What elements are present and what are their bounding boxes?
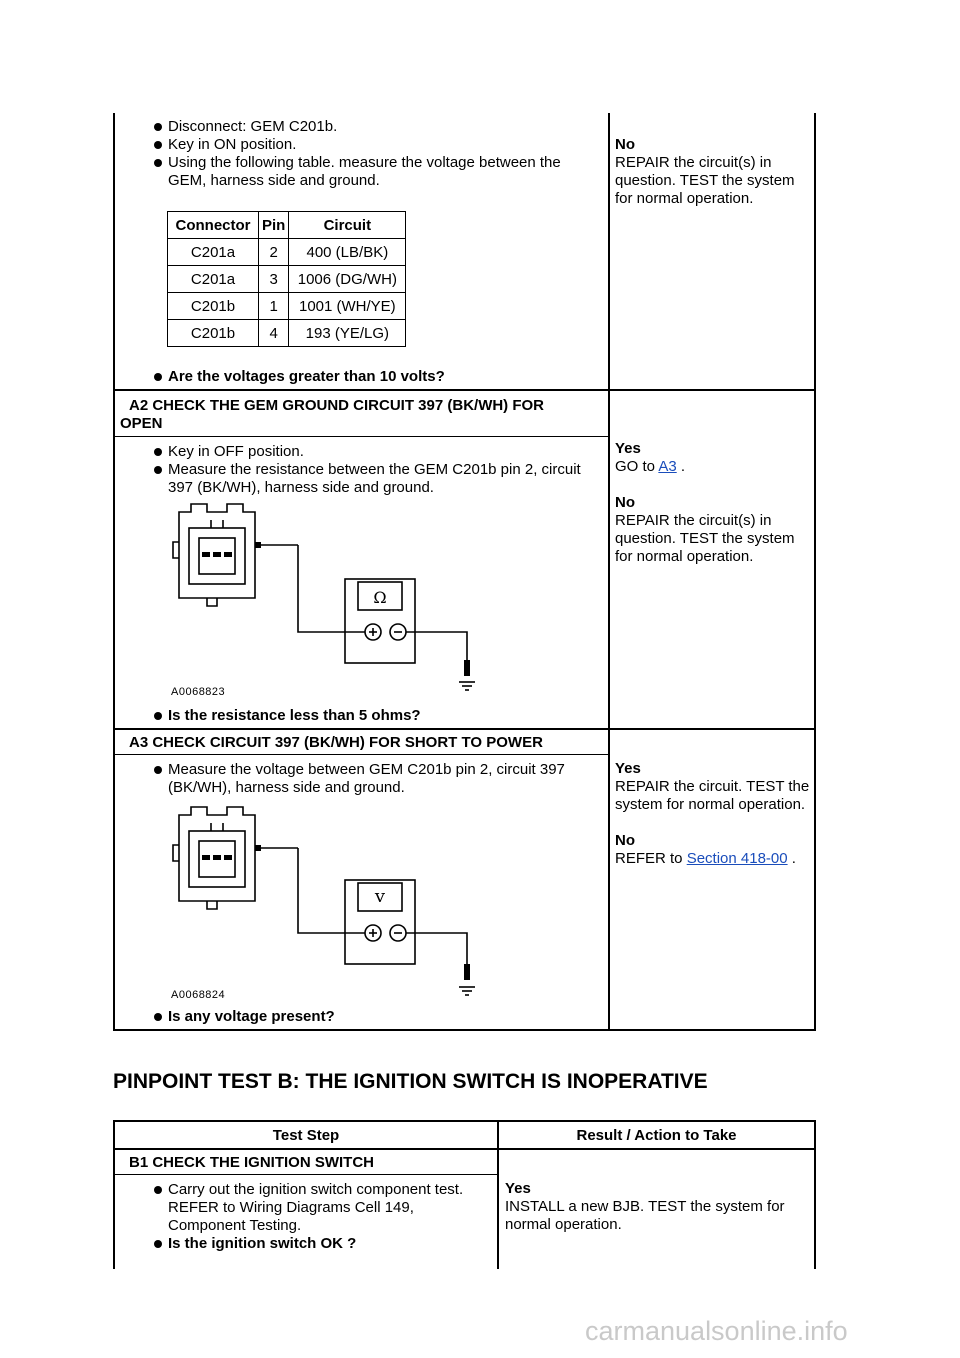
site-watermark: carmanualsonline.info xyxy=(585,1316,848,1346)
table-a-row-divider-2 xyxy=(113,728,816,730)
a1-bullet-item: Using the following table. measure the voltage between the GEM, harness side and ground. xyxy=(143,154,598,190)
volt-symbol-icon: v xyxy=(374,886,386,907)
table-cell: 193 (YE/LG) xyxy=(289,320,406,347)
b1-bullet-item: Carry out the ignition switch component test. REFER to Wiring Diagrams Cell 149, Component Testing. xyxy=(143,1181,495,1235)
table-row xyxy=(168,320,406,347)
result-no-suffix: . xyxy=(791,850,796,867)
a1-bullet-list xyxy=(143,118,598,190)
table-row xyxy=(168,293,406,320)
table-cell: C201a xyxy=(168,266,259,293)
a1-question: Are the voltages greater than 10 volts? xyxy=(143,368,598,386)
a3-bullet-list xyxy=(143,761,598,797)
result-no-text: REPAIR the circuit(s) in question. TEST the system for normal operation. xyxy=(615,512,795,565)
a1-bullet-item: Disconnect: GEM C201b. xyxy=(143,118,598,136)
b1-heading-divider xyxy=(113,1174,499,1175)
a3-bullet-item: Measure the voltage between GEM C201b pin 2, circuit 397 (BK/WH), harness side and ground. xyxy=(143,761,598,797)
result-no-text: REPAIR the circuit(s) in question. TEST the system for normal operation. xyxy=(615,154,795,207)
a3-step-heading: A3 CHECK CIRCUIT 397 (BK/WH) FOR SHORT TO POWER xyxy=(129,734,543,751)
a2-bullet-list xyxy=(143,443,598,497)
table-row xyxy=(168,266,406,293)
table-cell: 1006 (DG/WH) xyxy=(289,266,406,293)
table-cell: 4 xyxy=(259,320,289,347)
result-yes-text: INSTALL a new BJB. TEST the system for normal operation. xyxy=(505,1198,785,1233)
b1-result xyxy=(505,1180,810,1234)
result-yes-line xyxy=(615,458,810,476)
link-section-418-00[interactable]: Section 418-00 xyxy=(686,850,788,867)
result-yes-label: Yes xyxy=(615,760,641,777)
connector-pin-table xyxy=(167,211,406,347)
table-cell: 1001 (WH/YE) xyxy=(289,293,406,320)
table-row xyxy=(168,239,406,266)
a2-result xyxy=(615,440,810,566)
b1-question: Is the ignition switch OK ? xyxy=(143,1235,495,1253)
b1-step-heading: B1 CHECK THE IGNITION SWITCH xyxy=(129,1154,375,1171)
column-header-connector: Connector xyxy=(168,212,259,239)
a2-step-heading: A2 CHECK THE GEM GROUND CIRCUIT 397 (BK/WH) FOR OPEN xyxy=(120,397,545,432)
a3-voltmeter-diagram xyxy=(165,801,495,1001)
a1-result xyxy=(615,136,810,208)
table-header-row xyxy=(168,212,406,239)
ohm-symbol-icon: Ω xyxy=(373,588,387,607)
result-no-label: No xyxy=(615,494,635,511)
b1-bullet-list xyxy=(143,1181,495,1253)
a2-figure-id: A0068823 xyxy=(171,686,226,698)
a1-question-list xyxy=(143,368,598,386)
result-yes-text: REPAIR the circuit. TEST the system for normal operation. xyxy=(615,778,810,813)
a2-question: Is the resistance less than 5 ohms? xyxy=(143,707,598,725)
table-b-top-border xyxy=(113,1120,816,1122)
table-a-mid-border xyxy=(608,113,610,1031)
table-a-right-border xyxy=(814,113,816,1031)
result-no-label: No xyxy=(615,832,635,849)
table-b-header-divider xyxy=(113,1148,816,1150)
a2-ohmmeter-diagram xyxy=(165,498,495,698)
result-yes-label: Yes xyxy=(505,1180,531,1197)
table-a-left-border xyxy=(113,113,115,1031)
column-header-circuit: Circuit xyxy=(289,212,406,239)
a2-bullet-item: Measure the resistance between the GEM C201b pin 2, circuit 397 (BK/WH), harness side and ground. xyxy=(143,461,598,497)
table-cell: C201b xyxy=(168,293,259,320)
table-cell: 1 xyxy=(259,293,289,320)
result-no-line xyxy=(615,850,813,868)
table-cell: C201a xyxy=(168,239,259,266)
table-cell: 2 xyxy=(259,239,289,266)
a3-question: Is any voltage present? xyxy=(143,1008,598,1026)
pinpoint-test-b-title: PINPOINT TEST B: THE IGNITION SWITCH IS INOPERATIVE xyxy=(113,1070,708,1093)
column-header-pin: Pin xyxy=(259,212,289,239)
table-a-bottom-border xyxy=(113,1029,816,1031)
a3-heading-divider xyxy=(113,754,610,755)
column-header-result-action: Result / Action to Take xyxy=(576,1127,737,1144)
result-yes-label: Yes xyxy=(615,440,641,457)
result-yes-prefix: GO to xyxy=(615,458,656,475)
result-yes-suffix: . xyxy=(680,458,686,475)
a2-bullet-item: Key in OFF position. xyxy=(143,443,598,461)
table-cell: C201b xyxy=(168,320,259,347)
a2-heading-divider xyxy=(113,436,610,437)
table-cell: 400 (LB/BK) xyxy=(289,239,406,266)
table-b-right-border xyxy=(814,1120,816,1269)
result-no-label: No xyxy=(615,136,635,153)
table-cell: 3 xyxy=(259,266,289,293)
link-a3[interactable]: A3 xyxy=(658,458,677,475)
result-no-prefix: REFER to xyxy=(615,850,683,867)
column-header-test-step: Test Step xyxy=(272,1127,340,1144)
a3-result xyxy=(615,760,813,868)
a2-question-list xyxy=(143,707,598,725)
a3-question-list xyxy=(143,1008,598,1026)
a3-figure-id: A0068824 xyxy=(171,989,226,1001)
table-a-row-divider-1 xyxy=(113,389,816,391)
a1-bullet-item: Key in ON position. xyxy=(143,136,598,154)
